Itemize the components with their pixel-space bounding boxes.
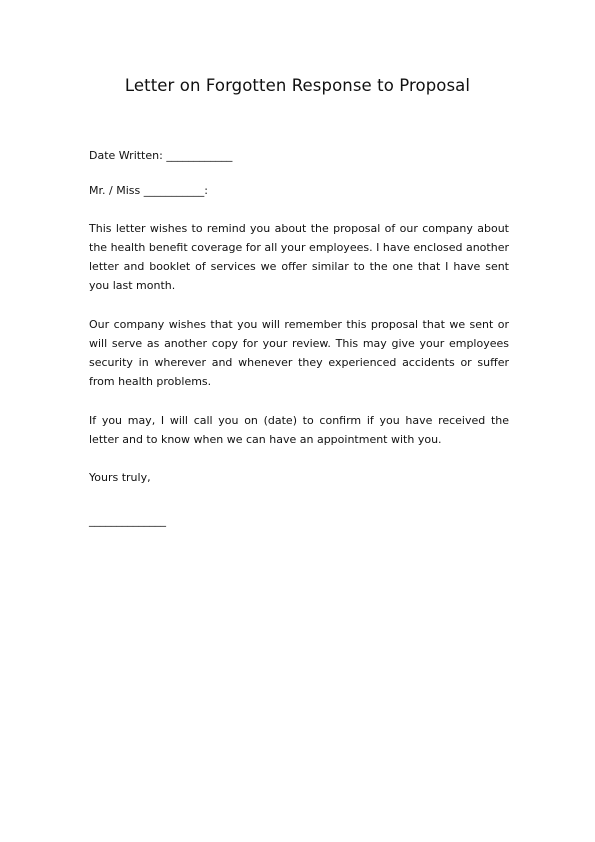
signature-line: ______________: [89, 514, 166, 527]
letter-title: Letter on Forgotten Response to Proposal: [124, 76, 471, 95]
date-written-line: Date Written: ____________: [89, 149, 233, 162]
salutation-line: Mr. / Miss ___________:: [89, 184, 208, 197]
body-paragraph-3: If you may, I will call you on (date) to confirm if you have received the letter and to know when we can have an appointment with you.: [89, 414, 509, 446]
body-paragraph-2: Our company wishes that you will remember this proposal that we sent or will serve as another copy for your review. This may give your employees security in wherever and whenever they experienced accidents or suffer from health problems.: [89, 318, 509, 388]
body-paragraph-1: This letter wishes to remind you about the proposal of our company about the health benefit coverage for all your employees. I have enclosed another letter and booklet of services we offer similar to the one that I have sent you last month.: [89, 222, 509, 292]
closing-line: Yours truly,: [89, 471, 151, 484]
